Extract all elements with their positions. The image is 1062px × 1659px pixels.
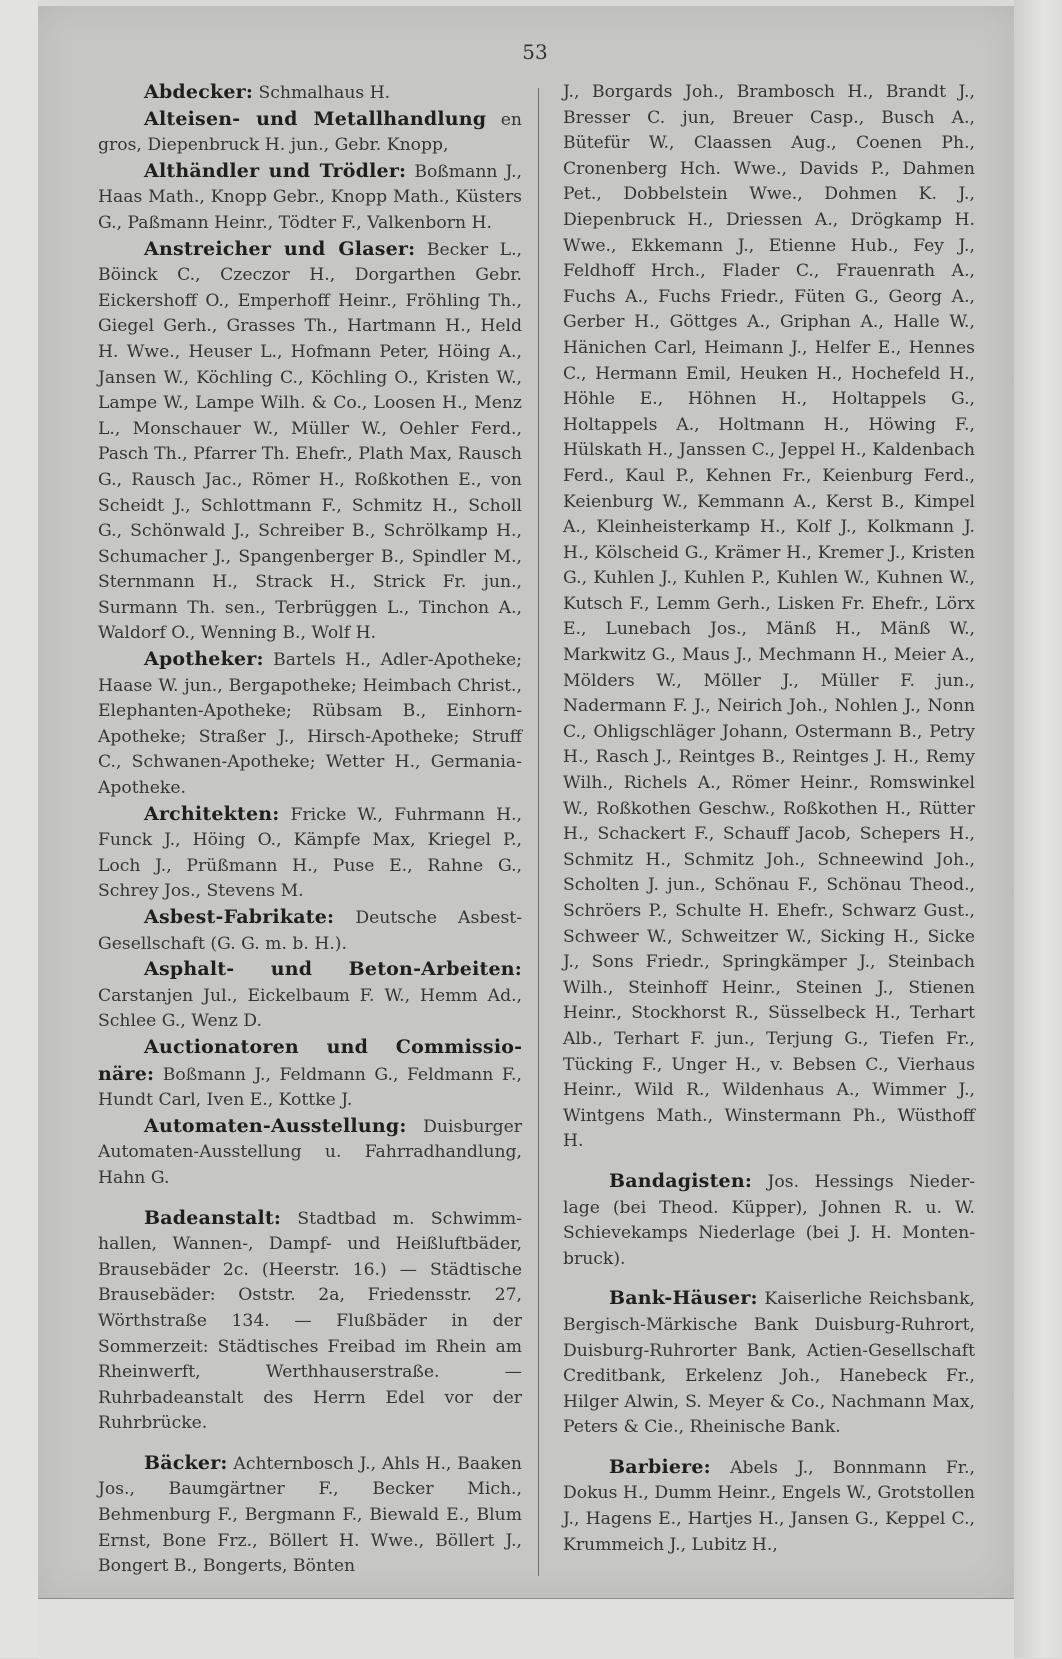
entry-text: Fricke W., Fuhrmann H., Funck J., Höing O., Kämpfe Max, Kriegel P., Loch J., Prüßmann H., Puse E., Rahne G., Schrey Jos., Stevens M. [98, 804, 522, 902]
entry-text: J., Borgards Joh., Brambosch H., Brandt J., Bresser C. jun, Breuer Casp., Busch A., Bütefür W., Claassen Aug., Coenen Ph., Cronenberg Hch. Wwe., Davids P., Dahmen Pet., Dobbelstein Wwe., Dohmen K. J., Diepenbruck H., Driessen A., Drögkamp H. Wwe., Ekkemann J., Etienne Hub., Fey J., Feldhoff Hrch., Flader C., Frauenrath A., Fuchs A., Fuchs Friedr., Füten G., Georg A., Gerber H., Göttges A., Griphan A., Halle W., Hänichen Carl, Heimann J., Helfer E., Hennes C., Hermann Emil, Heuken H., Hochefeld H., Höhle E., Höhnen H., Holtappels G., Holtappels A., Holtmann H., Höwing F., Hülskath H., Janssen C., Jeppel H., Kaldenbach Ferd., Kaul P., Kehnen Fr., Keienburg Ferd., Keienburg W., Kemmann A., Kerst B., Kimpel A., Kleinheisterkamp H., Kolf J., Kolkmann J. H., Kölscheid G., Krämer H., Kremer J., Kristen G., Kuhlen J., Kuhlen P., Kuhlen W., Kuhnen W., Kutsch F., Lemm Gerh., Lisken Fr. Ehefr., Lörx E., Lunebach Jos., Mänß H., Mänß W., Markwitz G., Maus J., Mechmann H., Meier A., Mölders W., Möller J., Müller F. jun., Nadermann F. J., Neirich Joh., Nohlen J., Nonn C., Ohligschläger Johann, Ostermann B., Petry H., Rasch J., Reintges B., Reintges J. H., Remy Wilh., Richels A., Römer Heinr., Romswinkel W., Roßkothen Geschw., Roßkothen H., Rütter H., Schackert F., Schauff Jacob, Schepers H., Schmitz H., Schmitz Joh., Schneewind Joh., Scholten J. jun., Schönau F., Schönau Theod., Schröers P., Schulte H. Ehefr., Schwarz Gust., Schweer W., Schweitzer W., Sicking H., Sicke J., Sons Friedr., Springkämper J., Steinbach Wilh., Steinhoff Heinr., Steinen J., Stienen Heinr., Stockhorst R., Süsselbeck H., Terhart Alb., Terhart F. jun., Terjung G., Tiefen Fr., Tücking F., Unger H., v. Bebsen C., Vierhaus Heinr., Wild R., Wildenhaus A., Wimmer J., Wintgens Math., Winstermann Ph., Wüsthoff H. [563, 82, 975, 1152]
entry-heading: Bandagisten: [609, 1169, 753, 1192]
page-number: 53 [522, 40, 548, 64]
entry-text: Achternbosch J., Ahls H., Baaken Jos., Baumgärtner F., Becker Mich., Behmenburg F., Bergmann F., Biewald E., Blum Ernst, Bone Frz., Böllert H. Wwe., Böllert J., Bongert B., Bongerts, Bönten [98, 1453, 522, 1577]
entry-text: Kaiserliche Reichsbank, Bergisch-Märkische Bank Duisburg-Ruhrort, Duisburg-Ruhrorter Bank, Actien-Gesellschaft Creditbank, Erkelenz Joh., Hanebeck Fr., Hilger Alwin, S. Meyer & Co., Nachmann Max, Peters & Cie., Rheinische Bank. [563, 1289, 975, 1438]
column-divider [538, 88, 539, 1576]
entry-text: Bartels H., Adler-Apotheke; Haase W. jun., Bergapotheke; Heimbach Christ., Elephanten-Apotheke; Rübsam B., Einhorn-Apotheke; Straßer J., Hirsch-Apotheke; Struff C., Schwanen-Apotheke; Wetter H., Germania-Apotheke. [98, 650, 522, 799]
scan-right-margin [1014, 0, 1062, 1658]
directory-entry-auctionatoren [98, 1035, 522, 1114]
directory-entry-barbiere [563, 1455, 975, 1558]
entry-text: Stadtbad m. Schwimmhallen, Wannen-, Dampf- und Heißluftbäder, Brausebäder 2c. (Heerstr. 16.) — Städtische Brausebäder: Oststr. 2a, Friedensstr. 27, Wörthstraße 134. — Flußbäder in der Sommerzeit: Städtisches Freibad im Rhein am Rheinwerft, Werthhauserstraße. — Ruhrbadeanstalt des Herrn Edel vor der Ruhrbrücke. [98, 1208, 522, 1434]
entry-heading: Auctionatoren und Commissionäre: [98, 1035, 522, 1085]
entry-text: Duisburger Automaten-Ausstellung u. Fahrradhandlung, Hahn G. [98, 1116, 522, 1188]
directory-entry-althaendler [98, 159, 522, 237]
directory-entry-baecker-continued [563, 80, 975, 1155]
entry-heading: Barbiere: [609, 1455, 711, 1478]
directory-entry-asbest [98, 905, 522, 957]
left-column [98, 80, 522, 1580]
entry-heading: Anstreicher und Glaser: [144, 237, 416, 260]
entry-text: Carstanjen Jul., Eickelbaum F. W., Hemm Ad., Schlee G., Wenz D. [98, 985, 522, 1032]
entry-text: Jos. Hessings Niederlage (bei Theod. Küpper), Johnen R. u. W. Schievekamps Niederlage (bei J. H. Montenbruck). [563, 1171, 975, 1269]
entry-text: Deutsche Asbest-Gesellschaft (G. G. m. b. H.). [98, 908, 522, 954]
entry-heading: Alteisen- und Metallhandlung [144, 107, 487, 130]
entry-heading: Asbest-Fabrikate: [144, 906, 335, 928]
entry-text: en gros, Diepenbruck H. jun., Gebr. Knopp, [98, 109, 522, 156]
entry-heading: Abdecker: [144, 81, 254, 103]
directory-entry-bandagisten [563, 1169, 975, 1272]
directory-entry-apotheker [98, 647, 522, 802]
entry-text: Abels J., Bonnmann Fr., Dokus H., Dumm Heinr., Engels W., Grotstollen J., Hagens E., Hartjes H., Jansen G., Keppel C., Krummeich J., Lubitz H., [563, 1457, 975, 1555]
entry-text: Schmalhaus H. [253, 83, 391, 103]
directory-entry-baecker [98, 1451, 522, 1580]
directory-entry-badeanstalt [98, 1206, 522, 1437]
entry-heading: Automaten-Ausstellung: [144, 1114, 407, 1137]
right-column [563, 80, 975, 1558]
directory-entry-anstreicher [98, 237, 522, 648]
directory-entry-alteisen [98, 107, 522, 159]
directory-entry-bank-haeuser [563, 1286, 975, 1441]
entry-heading: Apotheker: [144, 648, 264, 671]
directory-entry-abdecker [98, 80, 522, 107]
scan-left-margin [0, 0, 38, 1658]
entry-text: Boßmann J., Feldmann G., Feldmann F., Hundt Carl, Iven E., Kottke J. [98, 1064, 522, 1111]
entry-heading: Badeanstalt: [144, 1206, 282, 1229]
directory-entry-automaten [98, 1114, 522, 1192]
entry-heading: Bäcker: [144, 1451, 228, 1474]
entry-text: Becker L., Böinck C., Czeczor H., Dorgarthen Gebr. Eickershoff O., Emperhoff Heinr., Fröhling Th., Giegel Gerh., Grasses Th., Hartmann H., Held H. Wwe., Heuser L., Hofmann Peter, Höing A., Jansen W., Köchling C., Köchling O., Kristen W., Lampe W., Lampe Wilh. & Co., Loosen H., Menz L., Monschauer W., Müller W., Oehler Ferd., Pasch Th., Pfarrer Th. Ehefr., Plath Max, Rausch G., Rausch Jac., Römer H., Roßkothen E., von Scheidt J., Schlottmann F., Schmitz H., Scholl G., Schönwald J., Schreiber B., Schrölkamp H., Schumacher J., Spangenberger B., Spindler M., Sternmann H., Strack H., Strick Fr. jun., Surmann Th. sen., Terbrüggen L., Tinchon A., Waldorf O., Wenning B., Wolf H. [98, 239, 523, 644]
entry-heading: Architekten: [144, 802, 280, 825]
entry-heading: Althändler und Trödler: [144, 159, 407, 182]
directory-entry-asphalt [98, 957, 522, 1035]
page-bottom-edge [38, 1598, 1014, 1659]
entry-text: Boßmann J., Haas Math., Knopp Gebr., Knopp Math., Küsters G., Paßmann Heinr., Tödter F., Valkenborn H. [98, 161, 522, 233]
directory-entry-architekten [98, 802, 522, 905]
entry-heading: Bank-Häuser: [609, 1287, 758, 1310]
entry-heading: Asphalt- und Beton-Arbeiten: [144, 958, 522, 981]
